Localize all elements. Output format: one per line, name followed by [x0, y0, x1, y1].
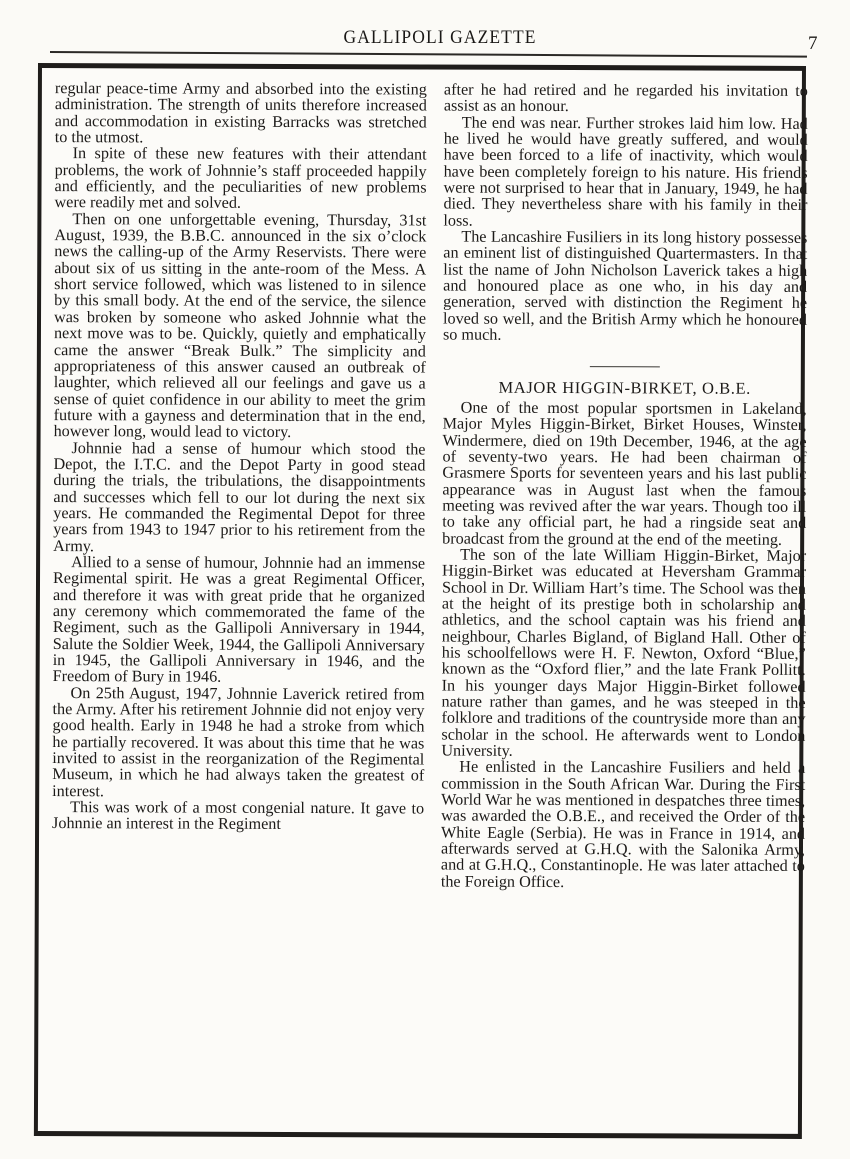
section-divider [590, 366, 660, 367]
paragraph: The end was near. Further strokes laid him low. Had he lived he would have greatly suffered, and would have been forced to a life of inactivity, which would have been completely foreign to his nature. His friends were not surprised to hear that in January, 1949, he had died. They nevertheless share with his family in their loss. [443, 113, 808, 230]
paragraph: The son of the late William Higgin-Birket, Major Higgin-Birket was educated at Heversham Grammar School in Dr. William Hart’s time. The School was then at the height of its prestige both in scholarship and athletics, and the school captain was his friend and neighbour, Charles Bigland, of Bigland Hall. Other of his schoolfellows were H. F. Newton, Oxford “Blue,” known as the “Oxford flier,” and the late Frank Pollitt. In his younger days Major Higgin-Birket followed nature rather than games, and he was steeped in the folklore and traditions of the countryside more than any scholar in the school. He afterwards went to London University. [441, 545, 807, 760]
paragraph: The Lancashire Fusiliers in its long history possesses an eminent list of distinguished Quartermasters. In that list the name of John Nicholson Laverick takes a high and honoured place as one who, in his day and generation, served with distinction the Regiment he loved so well, and the British Army which he honoured so much. [442, 227, 808, 344]
paragraph: This was work of a most congenial nature. It gave to Johnnie an interest in the Regiment [52, 798, 425, 834]
paragraph: He enlisted in the Lancashire Fusiliers and held a commission in the South African War. During the First World War he was mentioned in despatches three times, was awarded the O.B.E., and received the Order of the White Eagle (Serbia). He was in France in 1914, and afterwards served at G.H.Q. with the Salonika Army, and at G.H.Q., Constantinople. He was later attached to the Foreign Office. [440, 758, 806, 891]
paragraph: Johnnie had a sense of humour which stood the Depot, the I.T.C. and the Depot Party in good stead during the trials, the tribulations, the disappointments and successes which fell to our lot during the next six years. He commanded the Regimental Depot for three years from 1943 to 1947 prior to his retirement from the Army. [53, 438, 426, 555]
paragraph: On 25th August, 1947, Johnnie Laverick retired from the Army. After his retirement Johnnie did not enjoy very good health. Early in 1948 he had a stroke from which he partially recovered. It was about this time that he was invited to assist in the reorganization of the Regimental Museum, in which he had always taken the greatest of interest. [52, 683, 425, 801]
page-masthead [0, 0, 850, 60]
article-frame [34, 63, 806, 1139]
left-column [52, 80, 427, 833]
masthead-rule [50, 51, 807, 57]
paragraph: Then on one unforgettable evening, Thursday, 31st August, 1939, the B.B.C. announced in the six o’clock news the calling-up of the Army Reservists. There were about six of us sitting in the ante-room of the Mess. A short service followed, which was listened to in silence by this small body. At the end of the service, the silence was broken by someone who asked Johnnie what the next move was to be. Quickly, quietly and emphatically came the answer “Break Bulk.” The simplicity and appropriateness of this answer caused an outbreak of laughter, which relieved all our feelings and gave us a sense of quiet confidence in our ability to meet the grim future with a gayness and determination that in the end, however long, would lead to victory. [53, 209, 427, 442]
obituary-heading: MAJOR HIGGIN-BIRKET, O.B.E. [498, 377, 751, 398]
paragraph: after he had retired and he regarded his invitation to assist as an honour. [443, 80, 808, 116]
page-number: 7 [808, 33, 818, 54]
paragraph: regular peace-time Army and absorbed into the existing administration. The strength of units therefore increased and accommodation in existing Barracks was stretched to the utmost. [54, 79, 427, 147]
paragraph: In spite of these new features with their attendant problems, the work of Johnnie’s staff proceeded happily and efficiently, and the peculiarities of new problems were readily met and solved. [54, 144, 427, 213]
paragraph: Allied to a sense of humour, Johnnie had an immense Regimental spirit. He was a great Regimental Officer, and therefore it was with great pride that he organized any ceremony which commemorated the fame of the Regiment, such as the Gallipoli Anniversary in 1944, Salute the Soldier Week, 1944, the Gallipoli Anniversary in 1945, the Gallipoli Anniversary in 1946, and the Freedom of Bury in 1946. [52, 553, 426, 687]
right-column [441, 82, 808, 892]
paragraph: One of the most popular sportsmen in Lakeland, Major Myles Higgin-Birket, Birket Houses, Winster, Windermere, died on 19th December, 1946, at the age of seventy-two years. He had been chairman of Grasmere Sports for seventeen years and his last public appearance was in August last when the famous meeting was revived after the war years. Though too ill to take any official part, he had a ringside seat and broadcast from the ground at the end of the meeting. [442, 398, 807, 549]
publication-title: GALLIPOLI GAZETTE [343, 27, 537, 48]
